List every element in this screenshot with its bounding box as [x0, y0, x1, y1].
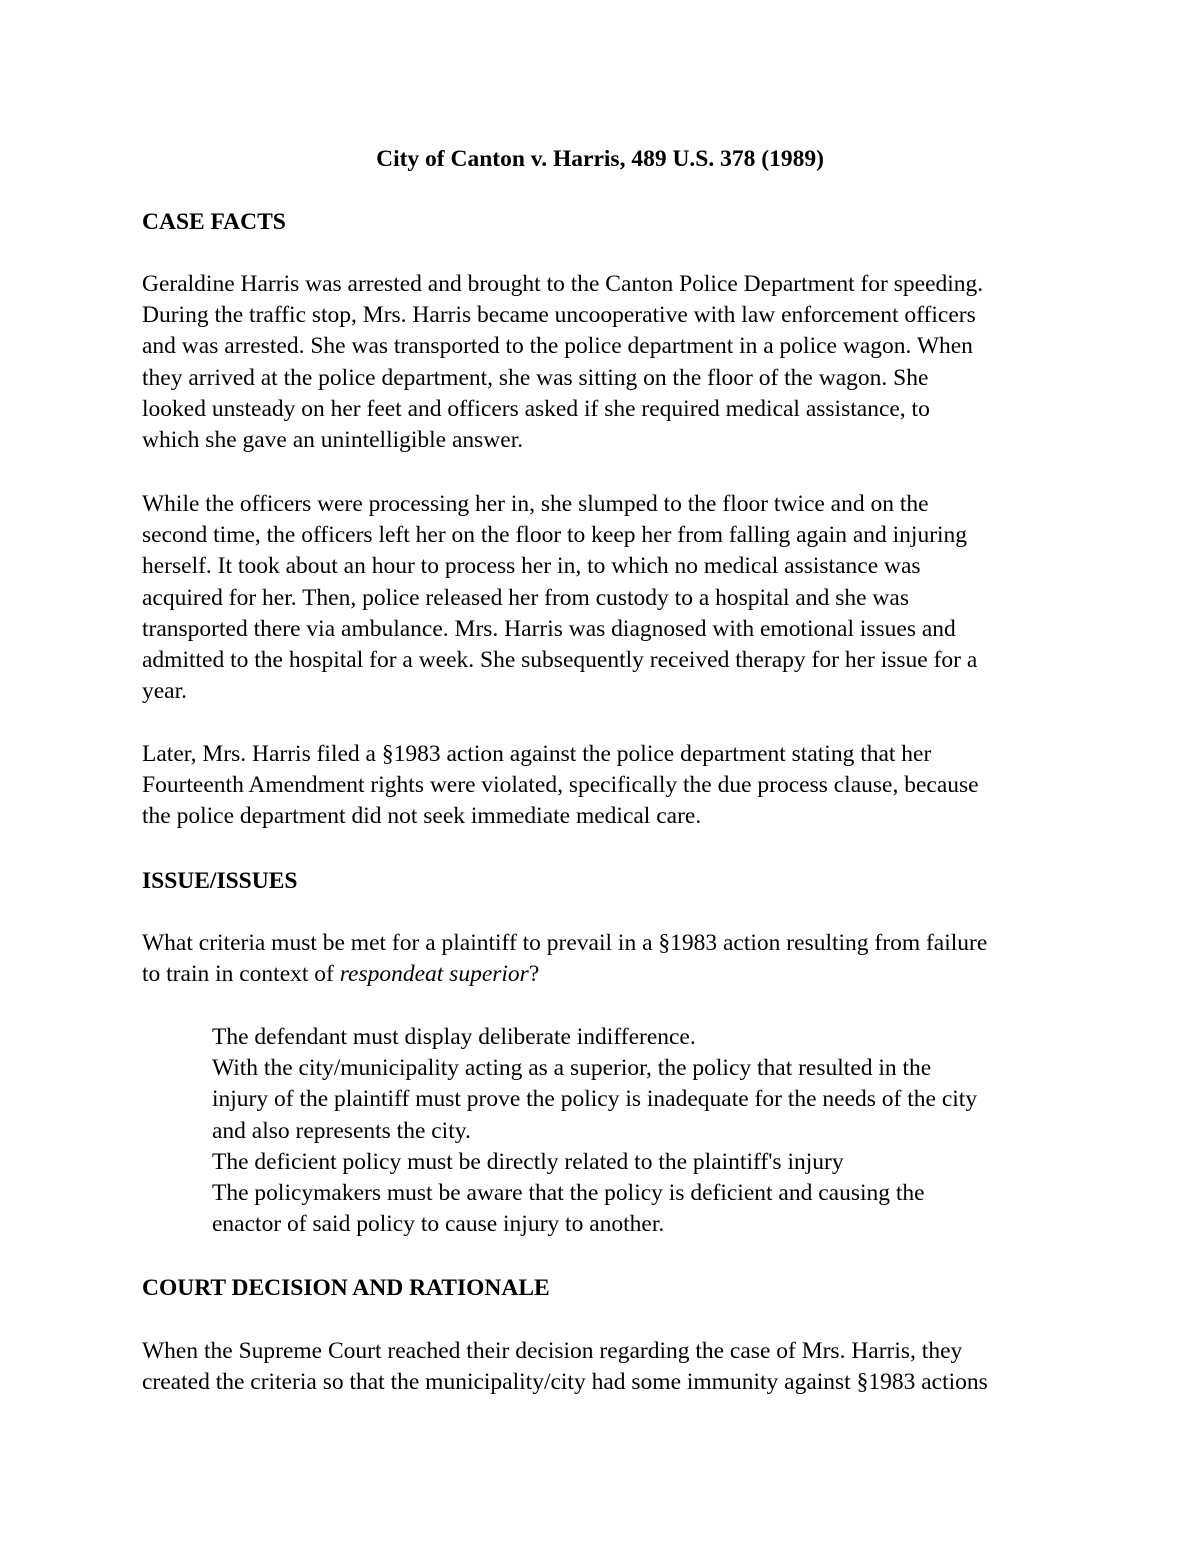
- decision-paragraph: [142, 1336, 1082, 1398]
- text-line: which she gave an unintelligible answer.: [142, 427, 524, 454]
- text-line: Fourteenth Amendment rights were violated, specifically the due process clause, because: [142, 772, 979, 799]
- criteria-list: [212, 1022, 1112, 1240]
- question-prefix: to train in context of: [142, 961, 340, 988]
- text-line: Geraldine Harris was arrested and brought to the Canton Police Department for speeding.: [142, 271, 984, 297]
- text-line: year.: [142, 678, 188, 705]
- text-line: looked unsteady on her feet and officers asked if she required medical assistance, to: [142, 395, 930, 422]
- text-line: When the Supreme Court reached their decision regarding the case of Mrs. Harris, they: [142, 1338, 963, 1364]
- text-line: [142, 959, 1082, 990]
- case-facts-paragraph-1: [142, 269, 1082, 456]
- text-line: During the traffic stop, Mrs. Harris became uncooperative with law enforcement officers: [142, 302, 976, 329]
- criteria-item: The defendant must display deliberate indifference.: [212, 1024, 696, 1050]
- criteria-item: The policymakers must be aware that the policy is deficient and causing the: [212, 1180, 925, 1207]
- text-line: While the officers were processing her in, she slumped to the floor twice and on the: [142, 491, 929, 517]
- text-line: the police department did not seek immediate medical care.: [142, 803, 702, 830]
- case-facts-paragraph-3: [142, 739, 1082, 833]
- text-line: they arrived at the police department, she was sitting on the floor of the wagon. She: [142, 364, 929, 391]
- criteria-item: The deficient policy must be directly related to the plaintiff's injury: [212, 1148, 844, 1175]
- text-line: Later, Mrs. Harris filed a §1983 action against the police department stating that her: [142, 741, 932, 767]
- text-line: transported there via ambulance. Mrs. Harris was diagnosed with emotional issues and: [142, 615, 956, 642]
- issue-question: [142, 928, 1082, 990]
- italic-term: respondeat superior: [339, 961, 529, 988]
- heading-case-facts: CASE FACTS: [142, 209, 286, 235]
- text-line: second time, the officers left her on the floor to keep her from falling again and injuring: [142, 522, 968, 549]
- text-line: acquired for her. Then, police released her from custody to a hospital and she was: [142, 584, 909, 611]
- case-facts-paragraph-2: [142, 489, 1082, 707]
- criteria-item: injury of the plaintiff must prove the policy is inadequate for the needs of the city: [212, 1086, 978, 1113]
- heading-issues: ISSUE/ISSUES: [142, 868, 298, 894]
- text-line: What criteria must be met for a plaintiff to prevail in a §1983 action resulting from failure: [142, 930, 988, 956]
- heading-court-decision: COURT DECISION AND RATIONALE: [142, 1275, 550, 1301]
- document-title: City of Canton v. Harris, 489 U.S. 378 (1989): [376, 146, 824, 172]
- criteria-item: and also represents the city.: [212, 1117, 471, 1144]
- text-line: admitted to the hospital for a week. She subsequently received therapy for her issue for a: [142, 647, 978, 674]
- criteria-item: enactor of said policy to cause injury to another.: [212, 1211, 665, 1238]
- criteria-item: With the city/municipality acting as a superior, the policy that resulted in the: [212, 1055, 932, 1082]
- text-line: and was arrested. She was transported to the police department in a police wagon. When: [142, 333, 973, 360]
- text-line: created the criteria so that the municipality/city had some immunity against §1983 actions: [142, 1369, 988, 1396]
- text-line: herself. It took about an hour to process her in, to which no medical assistance was: [142, 553, 921, 580]
- question-suffix: ?: [528, 961, 540, 988]
